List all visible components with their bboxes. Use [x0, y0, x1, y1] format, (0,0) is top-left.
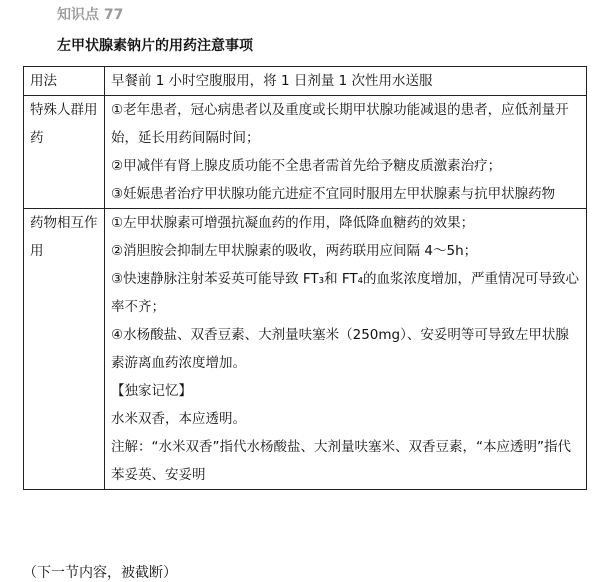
special-item-2: ②甲减伴有肾上腺皮质功能不全患者需首先给予糖皮质激素治疗； — [111, 158, 502, 174]
memory-mnemonic: 水米双香，本应透明。 — [111, 411, 246, 427]
row-label-usage: 用法 — [24, 67, 105, 96]
special-item-3: ③妊娠患者治疗甲状腺功能亢进症不宜同时服用左甲状腺素与抗甲状腺药物 — [111, 186, 556, 202]
interaction-item-3: ③快速静脉注射苯妥英可能导致 FT₃和 FT₄的血浆浓度增加，严重情况可导致心率不齐； — [111, 271, 580, 315]
row-label-drug-interactions: 药物相互作用 — [24, 209, 105, 490]
table-row — [24, 96, 587, 209]
memory-note: 注解：“水米双香”指代水杨酸盐、大剂量呋塞米、双香豆素，“本应透明”指代苯妥英、安妥明 — [111, 439, 571, 483]
page-title: 左甲状腺素钠片的用药注意事项 — [57, 38, 253, 54]
usage-text: 早餐前 1 小时空腹服用，将 1 日剂量 1 次性用水送服 — [111, 73, 433, 89]
row-content-special-populations — [105, 96, 587, 209]
row-content-usage — [105, 67, 587, 96]
interaction-item-4: ④水杨酸盐、双香豆素、大剂量呋塞米（250mg）、安妥明等可导致左甲状腺素游离血药浓度增加。 — [111, 327, 569, 371]
row-content-drug-interactions — [105, 209, 587, 490]
precautions-table — [23, 66, 587, 490]
next-section-fragment: （下一节内容，被截断） — [23, 565, 177, 581]
section-label: 知识点 77 — [57, 7, 124, 23]
table-row — [24, 209, 587, 490]
memory-heading: 【独家记忆】 — [111, 383, 192, 399]
row-label-special-populations: 特殊人群用药 — [24, 96, 105, 209]
interaction-item-1: ①左甲状腺素可增强抗凝血药的作用，降低降血糖药的效果； — [111, 215, 475, 231]
table-row — [24, 67, 587, 96]
special-item-1: ①老年患者，冠心病患者以及重度或长期甲状腺功能减退的患者，应低剂量开始，延长用药间隔时间； — [111, 102, 569, 146]
interaction-item-2: ②消胆胺会抑制左甲状腺素的吸收，两药联用应间隔 4～5h； — [111, 243, 478, 259]
